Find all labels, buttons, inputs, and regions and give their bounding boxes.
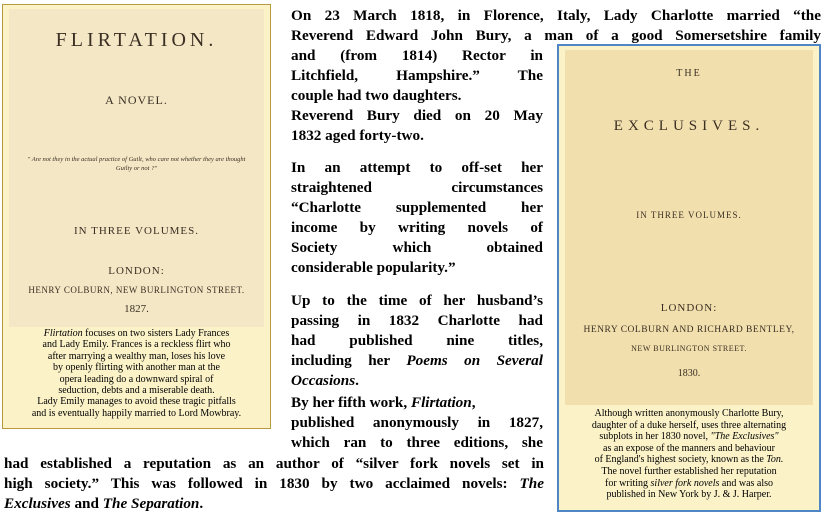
book-volumes: IN THREE VOLUMES.	[636, 210, 742, 220]
book-title-article: THE	[676, 68, 702, 79]
paragraph-line: couple had two daughters.	[291, 87, 462, 104]
book-year: 1827.	[124, 303, 149, 315]
paragraph-line: had established a reputation as an author of “silver fork novels set in	[4, 455, 544, 472]
exclusives-title-page-image	[565, 50, 813, 405]
paragraph-line: Society which obtained	[291, 239, 543, 256]
book-epigraph: " Are not they in the actual practice of Guilt, who care not whether they are thought Guilty or not ?"	[27, 156, 246, 172]
exclusives-figure	[557, 44, 821, 512]
paragraph-line: Litchfield, Hampshire.” The	[291, 67, 543, 84]
paragraph-line: Reverend Edward John Bury, a man of a good Somersetshire family	[291, 27, 821, 44]
caption-book-title: Flirtation	[43, 328, 83, 339]
paragraph-line: On 23 March 1818, in Florence, Italy, Lady Charlotte married “the	[291, 7, 821, 24]
book-volumes: IN THREE VOLUMES.	[73, 225, 200, 237]
paragraph-line: considerable popularity.”	[291, 259, 456, 276]
paragraph-line: which ran to three editions, she	[291, 434, 543, 451]
paragraph-line: published anonymously in 1827,	[291, 414, 543, 431]
paragraph-line: Up to the time of her husband’s	[291, 292, 543, 309]
paragraph-line: Occasions.	[291, 372, 359, 389]
flirtation-title-page-image	[9, 9, 264, 327]
paragraph-line: 1832 aged forty-two.	[291, 127, 424, 144]
book-title: EXCLUSIVES.	[613, 118, 765, 134]
paragraph-line: straightened circumstances	[291, 179, 543, 196]
book-publisher: HENRY COLBURN AND RICHARD BENTLEY,	[583, 325, 795, 335]
paragraph-line: In an attempt to off-set her	[291, 159, 543, 176]
paragraph-line: had published nine titles,	[291, 332, 543, 349]
paragraph-line: high society.” This was followed in 1830 by two acclaimed novels: The	[4, 475, 544, 492]
book-subtitle: A NOVEL.	[105, 93, 168, 107]
book-year: 1830.	[677, 368, 701, 379]
book-street: NEW BURLINGTON STREET.	[631, 344, 747, 353]
exclusives-caption: Although written anonymously Charlotte Bury, daughter of a duke herself, uses three alternating subplots in her 1830 novel, "The Exclusives" as an expose of the manners and behaviour of England's highest society, known as the Ton. The novel further established her reputation for writing silver fork novels and was also published in New York by J. & J. Harper.	[591, 408, 787, 501]
paragraph-line: “Charlotte supplemented her	[291, 199, 543, 216]
paragraph-line: passing in 1832 Charlotte had	[291, 312, 543, 329]
book-city: LONDON:	[660, 302, 718, 314]
paragraph-line: Reverend Bury died on 20 May	[291, 107, 543, 124]
paragraph-line: Exclusives and The Separation.	[4, 495, 204, 512]
paragraph-line: and (from 1814) Rector in	[291, 47, 543, 64]
flirtation-caption: Flirtation focuses on two sisters Lady Frances and Lady Emily. Frances is a reckless flirt who after marrying a wealthy man, loses his love by openly flirting with another man at the opera leading do a downward spiral of seduction, debts and a miserable death. Lady Emily manages to avoid these tragic pitfalls and is eventually happily married to Lord Mowbray.	[31, 328, 242, 419]
book-title: FLIRTATION.	[55, 29, 218, 51]
paragraph-line: By her fifth work, Flirtation,	[291, 394, 476, 411]
paragraph-line: income by writing novels of	[291, 219, 543, 236]
book-publisher: HENRY COLBURN, NEW BURLINGTON STREET.	[28, 285, 245, 295]
flirtation-figure	[2, 4, 271, 429]
book-city: LONDON:	[108, 265, 165, 277]
paragraph-line: including her Poems on Several	[291, 352, 543, 369]
